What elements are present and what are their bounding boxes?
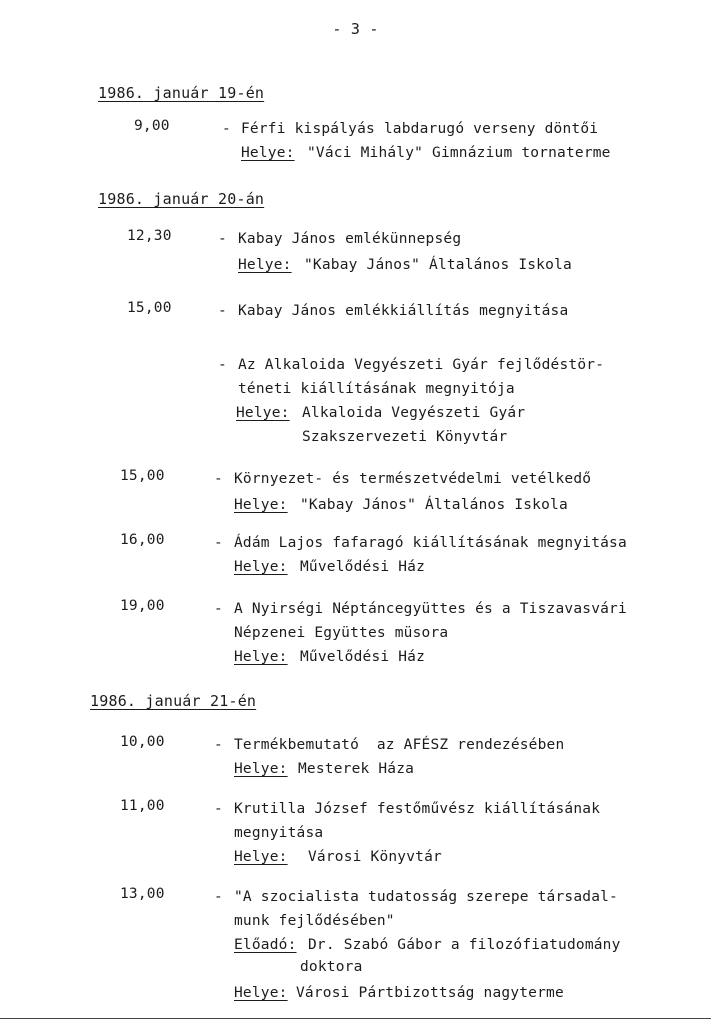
entry-title-continued: munk fejlődésében" [234,913,395,929]
place-name: Városi Könyvtár [308,849,442,865]
entry-dash: - [214,889,223,905]
entry-time: 12,30 [127,228,172,244]
entry-time: 13,00 [120,886,165,902]
speaker-label: Előadó: [234,937,297,953]
bottom-scan-edge [0,1018,711,1019]
place-label: Helye: [238,257,292,273]
place-label: Helye: [234,985,288,1001]
entry-dash: - [218,231,227,247]
entry-time: 11,00 [120,798,165,814]
entry-time: 19,00 [120,598,165,614]
speaker-name: Dr. Szabó Gábor a filozófiatudomány [308,937,621,953]
place-label: Helye: [234,649,288,665]
date-heading-jan-19: 1986. január 19-én [98,84,265,102]
place-name: "Kabay János" Általános Iskola [300,497,568,513]
entry-time: 15,00 [120,468,165,484]
place-name: Mesterek Háza [298,761,415,777]
entry-dash: - [214,601,223,617]
entry-dash: - [214,737,223,753]
entry-title-continued: megnyitása [234,825,324,841]
entry-title: Kabay János emlékkiállítás megnyitása [238,303,569,319]
entry-dash: - [214,471,223,487]
place-label: Helye: [241,145,295,161]
entry-time: 15,00 [127,300,172,316]
entry-title-continued: téneti kiállításának megnyitója [238,381,515,397]
place-name-continued: Szakszervezeti Könyvtár [302,429,508,445]
entry-time: 9,00 [134,118,170,134]
place-name: Művelődési Ház [300,559,426,575]
place-name: Művelődési Ház [300,649,426,665]
date-heading-jan-20: 1986. január 20-án [98,190,265,208]
entry-title: Az Alkaloida Vegyészeti Gyár fejlődéstör- [238,357,605,373]
place-label: Helye: [236,405,290,421]
entry-dash: - [218,357,227,373]
entry-title: Férfi kispályás labdarugó verseny döntői [241,121,599,137]
entry-time: 10,00 [120,734,165,750]
place-name: Alkaloida Vegyészeti Gyár [302,405,526,421]
place-name: "Váci Mihály" Gimnázium tornaterme [307,145,611,161]
entry-title: A Nyirségi Néptáncegyüttes és a Tiszavasvári [234,601,627,617]
entry-dash: - [222,121,231,137]
entry-title: "A szocialista tudatosság szerepe társadal- [234,889,618,905]
place-label: Helye: [234,559,288,575]
entry-dash: - [218,303,227,319]
page-number: - 3 - [332,20,379,38]
entry-dash: - [214,535,223,551]
place-name: Városi Pártbizottság nagyterme [296,985,564,1001]
place-label: Helye: [234,761,288,777]
entry-title: Kabay János emlékünnepség [238,231,462,247]
entry-title: Környezet- és természetvédelmi vetélkedő [234,471,592,487]
entry-title: Ádám Lajos fafaragó kiállításának megnyitása [234,535,627,551]
date-heading-jan-21: 1986. január 21-én [90,692,257,710]
entry-title-continued: Népzenei Együttes müsora [234,625,449,641]
place-label: Helye: [234,849,288,865]
entry-dash: - [214,801,223,817]
entry-title: Termékbemutató az AFÉSZ rendezésében [234,737,565,753]
place-label: Helye: [234,497,288,513]
entry-time: 16,00 [120,532,165,548]
place-name: "Kabay János" Általános Iskola [304,257,572,273]
speaker-name-continued: doktora [300,959,363,975]
entry-title: Krutilla József festőművész kiállításának [234,801,601,817]
